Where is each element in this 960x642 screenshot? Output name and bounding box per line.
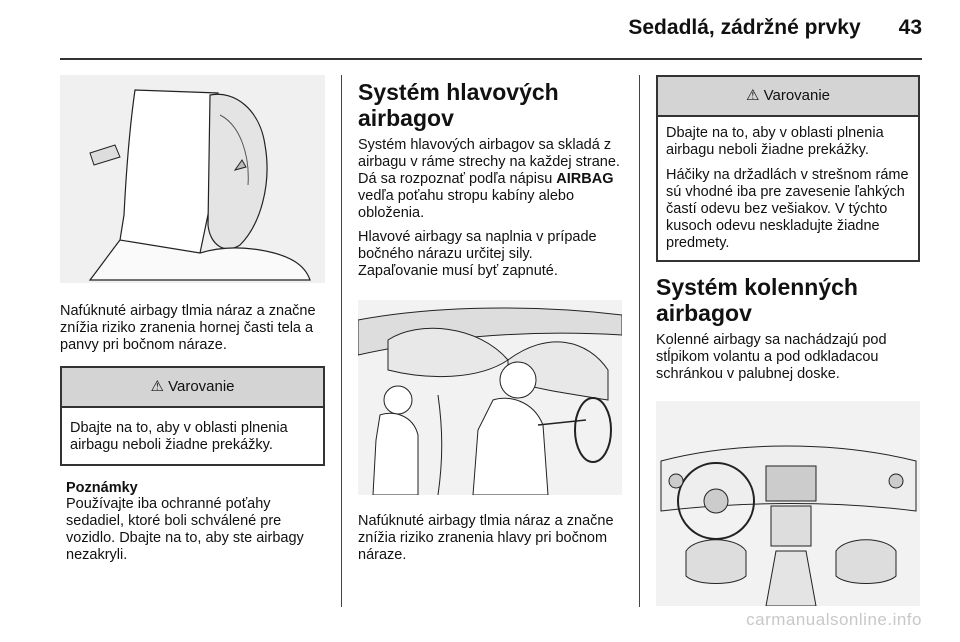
note-text: Používajte iba ochranné poťahy sedadiel, ktoré boli schválené pre vozidlo. Dbajte na to, aby ste airbagy nezakryli. [66, 496, 304, 563]
warning-triangle-icon: ⚠ [745, 87, 760, 104]
warning-text-1: Dbajte na to, aby v oblasti plnenia airbagu neboli žiadne prekážky. [666, 125, 884, 158]
head-airbag-illustration [358, 300, 622, 495]
warning-body [658, 117, 918, 260]
column-2 [358, 75, 622, 564]
para1-text-b: vedľa poťahu stropu kabíny alebo obloženia. [358, 188, 575, 221]
head-airbag-drawing [358, 300, 622, 495]
dashboard-drawing [656, 401, 920, 606]
warning-title: Varovanie [168, 378, 235, 395]
page-header [628, 16, 922, 40]
head-airbag-para3: Zapaľovanie musí byť zapnuté. [358, 263, 558, 279]
warning-text-2: Háčiky na držadlách v strešnom ráme sú vhodné iba pre zavesenie ľahkých častí odevu bez vešiakov. V týchto kusoch odevu neskladujte žiadne predmety. [666, 167, 909, 251]
warning-header [658, 77, 918, 117]
warning-title: Varovanie [763, 87, 831, 104]
knee-airbag-heading: Systém kolenných airbagov [656, 274, 858, 326]
seat-airbag-drawing [60, 75, 325, 283]
watermark: carmanualsonline.info [746, 610, 922, 629]
page-number: 43 [898, 16, 922, 39]
seat-airbag-illustration [60, 75, 325, 283]
warning-body [62, 408, 323, 464]
head-airbag-heading: Systém hlavových airbagov [358, 79, 559, 131]
column-3 [656, 75, 920, 606]
warning-triangle-icon: ⚠ [150, 378, 164, 395]
warning-box-2 [656, 75, 920, 262]
warning-box-1 [60, 366, 325, 466]
warning-text: Dbajte na to, aby v oblasti plnenia airbagu neboli žiadne prekážky. [70, 420, 288, 453]
column-divider-1 [341, 75, 342, 607]
knee-airbag-illustration [656, 401, 920, 606]
header-divider [60, 58, 922, 60]
warning-header [62, 368, 323, 408]
knee-airbag-para1: Kolenné airbagy sa nachádzajú pod stĺpikom volantu a pod odkladacou schránkou v palubnej doske. [656, 332, 887, 382]
column-divider-2 [639, 75, 640, 607]
note-heading: Poznámky [66, 480, 138, 496]
para1-text-a: Systém hlavových airbagov sa skladá z airbagu v ráme strechy na každej strane. Dá sa rozpoznať podľa nápisu [358, 137, 620, 187]
airbag-label: AIRBAG [556, 171, 614, 187]
seat-caption: Nafúknuté airbagy tlmia náraz a značne znížia riziko zranenia hornej časti tela a panvy pri bočnom náraze. [60, 303, 316, 353]
head-airbag-para2: Hlavové airbagy sa naplnia v prípade bočného nárazu určitej sily. [358, 229, 597, 262]
column-1 [60, 75, 325, 564]
head-airbag-para1 [358, 137, 622, 222]
head-airbag-caption: Nafúknuté airbagy tlmia náraz a značne znížia riziko zranenia hlavy pri bočnom náraze. [358, 513, 614, 563]
page-section-title: Sedadlá, zádržné prvky [628, 16, 861, 39]
